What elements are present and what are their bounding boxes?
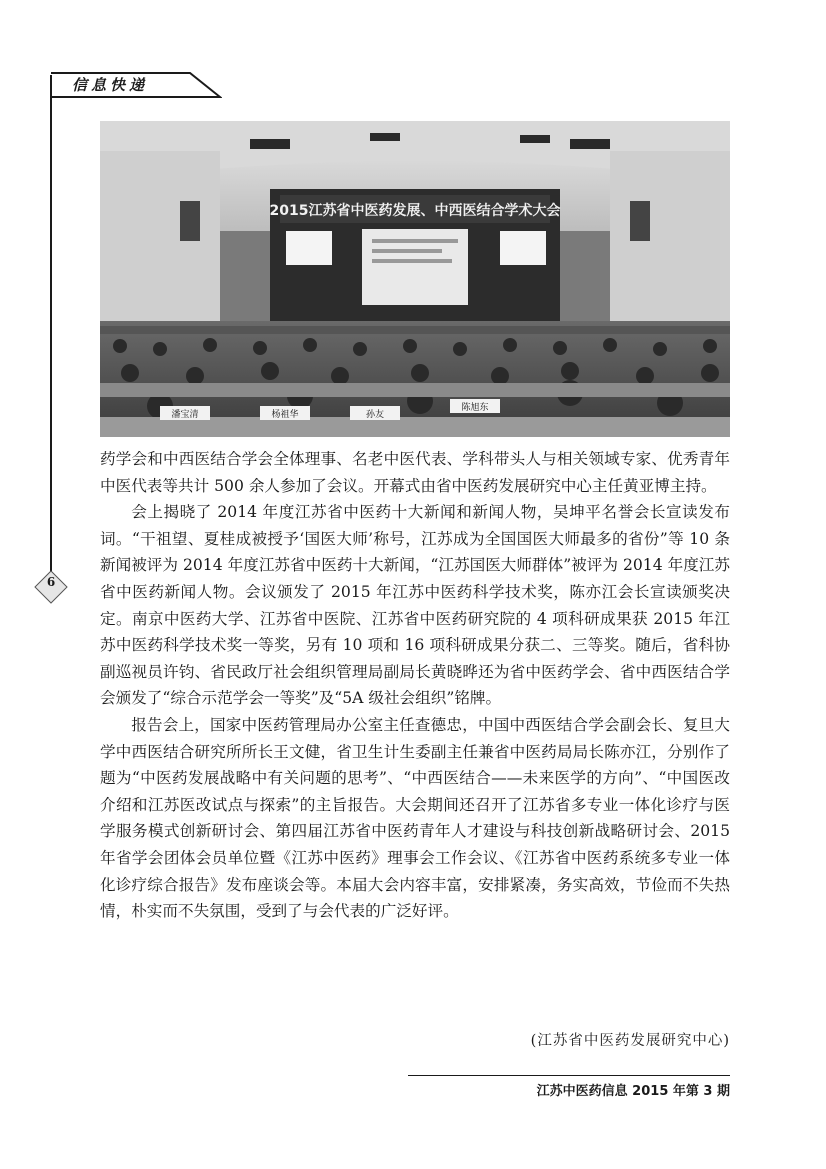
nameplate: 杨祖华 [271, 410, 299, 420]
banner-text: 2015江苏省中医药发展、中西医结合学术大会 [269, 203, 561, 219]
paragraph: 会上揭晓了 2014 年度江苏省中医药十大新闻和新闻人物，吴坤平名誉会长宣读发布词。“干祖望、夏桂成被授予‘国医大师’称号，江苏成为全国国医大师最多的省份”等 10 条新闻被评为 2014 年度江苏省中医药十大新闻，“江苏国医大师群体”被评为 2014 年度江苏省中医药新闻人物。会议颁发了 2015 年江苏中医药科学技术奖，陈亦江会长宣读颁奖决定。南京中医药大学、江苏省中医院、江苏省中医药研究院的 4 项科研成果获 2015 年江苏中医药科学技术奖一等奖，另有 10 项和 16 项科研成果分获二、三等奖。随后，省科协副巡视员许钧、省民政厅社会组织管理局副局长黄晓晔还为省中医药学会、省中西医结合学会颁发了“综合示范学会一等奖”及“5A 级社会组织”铭牌。 [100, 503, 730, 708]
journal-footer: 江苏中医药信息 2015 年第 3 期 [536, 1084, 730, 1099]
article-source: (江苏省中医药发展研究中心) [530, 1033, 730, 1049]
paragraph: 药学会和中西医结合学会全体理事、名老中医代表、学科带头人与相关领域专家、优秀青年中医代表等共计 500 余人参加了会议。开幕式由省中医药发展研究中心主任黄亚博主持。 [100, 450, 730, 495]
nameplate: 陈旭东 [461, 403, 489, 413]
conference-photo [100, 121, 730, 437]
nameplate: 孙友 [365, 410, 385, 420]
nameplate: 潘宝清 [171, 410, 199, 420]
article-body [100, 446, 730, 925]
page-number: 6 [46, 575, 56, 589]
footer-rule [408, 1075, 730, 1076]
paragraph: 报告会上，国家中医药管理局办公室主任查德忠，中国中西医结合学会副会长、复旦大学中西医结合研究所所长王文健，省卫生计生委副主任兼省中医药局局长陈亦江，分别作了题为“中医药发展战略中有关问题的思考”、“中西医结合——未来医学的方向”、“中国医改介绍和江苏医改试点与探索”的主旨报告。大会期间还召开了江苏省多专业一体化诊疗与医学服务模式创新研讨会、第四届江苏省中医药青年人才建设与科技创新战略研讨会、2015 年省学会团体会员单位暨《江苏中医药》理事会工作会议、《江苏省中医药系统多专业一体化诊疗综合报告》发布座谈会等。本届大会内容丰富，安排紧凑，务实高效，节俭而不失热情，朴实而不失氛围，受到了与会代表的广泛好评。 [100, 715, 730, 921]
section-title: 信息快递 [72, 76, 149, 94]
header-rail [50, 75, 52, 575]
